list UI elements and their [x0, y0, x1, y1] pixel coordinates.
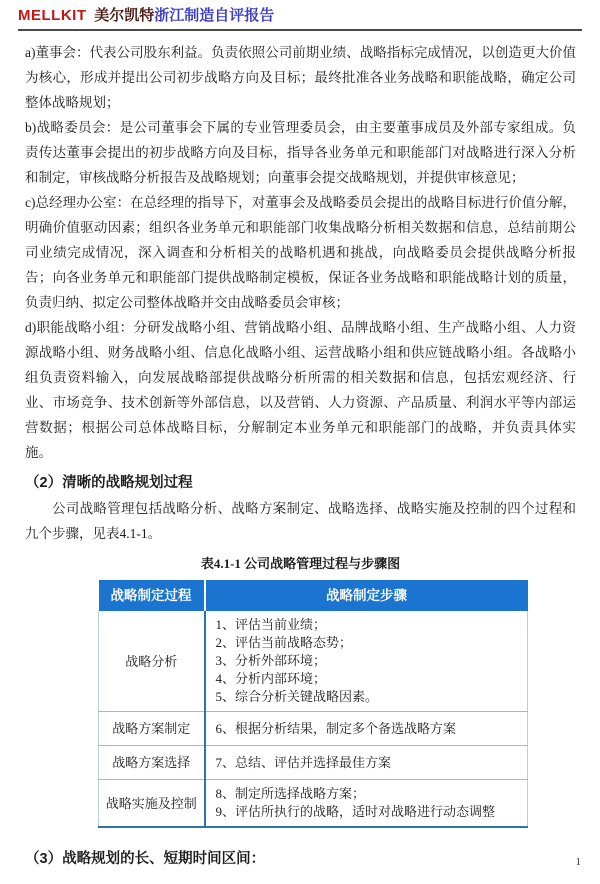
header-title-line — [18, 7, 582, 25]
page-header — [0, 0, 600, 31]
column-header-steps: 战略制定步骤 — [205, 580, 528, 611]
table-row — [99, 780, 528, 828]
brand-logo-text: MELLKIT — [18, 7, 87, 24]
paragraph-gm-office: c)总经理办公室：在总经理的指导下，对董事会及战略委员会提出的战略目标进行价值分解，明确价值驱动因素；组织各业务单元和职能部门收集战略分析相关数据和信息，总结前期公司业绩完成情况，深入调查和分析相关的战略机遇和挑战，向战略委员会提供战略分析报告；向各业务单元和职能部门提供战略制定模板，保证各业务战略和职能战略计划的质量，负责归纳、拟定公司整体战略并交由战略委员会审核； — [25, 195, 576, 310]
step-item: 9、评估所执行的战略，适时对战略进行动态调整 — [215, 804, 496, 819]
section-2-intro: 公司战略管理包括战略分析、战略方案制定、战略选择、战略实施及控制的四个过程和九个步骤，见表4.1-1。 — [25, 501, 576, 541]
step-item: 5、综合分析关键战略因素。 — [215, 689, 379, 704]
step-item: 7、总结、评估并选择最佳方案 — [215, 754, 392, 770]
table-caption: 表4.1-1 公司战略管理过程与步骤图 — [200, 556, 401, 571]
step-item: 2、评估当前战略态势； — [215, 635, 353, 650]
steps-cell — [205, 712, 528, 746]
table-row — [99, 712, 528, 746]
steps-cell — [205, 746, 528, 780]
process-cell: 战略分析 — [99, 611, 205, 712]
report-title: 浙江制造自评报告 — [154, 8, 275, 24]
step-item: 1、评估当前业绩； — [215, 617, 327, 632]
column-header-process: 战略制定过程 — [99, 580, 205, 611]
table-header — [99, 580, 528, 611]
table-row — [99, 611, 528, 712]
process-cell: 战略实施及控制 — [99, 780, 205, 828]
steps-cell — [205, 611, 528, 712]
page-number: 1 — [575, 856, 581, 868]
paragraph-strategy-committee: b)战略委员会：是公司董事会下属的专业管理委员会，由主要董事成员及外部专家组成。负责传达董事会提出的初步战略方向及目标，指导各业务单元和职能部门对战略进行深入分析和制定，审核战略分析报告及战略规划；向董事会提交战略规划，并提供审核意见； — [25, 120, 576, 185]
step-item: 4、分析内部环境； — [215, 671, 327, 686]
table-row — [99, 746, 528, 780]
document-body — [0, 31, 600, 872]
step-item: 6、根据分析结果，制定多个备选战略方案 — [215, 720, 457, 736]
section-heading-3: （3）战略规划的长、短期时间区间： — [25, 851, 266, 867]
process-cell: 战略方案选择 — [99, 746, 205, 780]
process-cell: 战略方案制定 — [99, 712, 205, 746]
paragraph-function-groups: d)职能战略小组：分研发战略小组、营销战略小组、品牌战略小组、生产战略小组、人力资源战略小组、财务战略小组、信息化战略小组、运营战略小组和供应链战略小组。各战略小组负责资料输入，向发展战略部提供战略分析所需的相关数据和信息，包括宏观经济、行业、市场竞争、技术创新等外部信息，以及营销、人力资源、产品质量、利润水平等内部运营数据；根据公司总体战略目标，分解制定本业务单元和职能部门的战略，并负责具体实施。 — [25, 320, 576, 460]
section-heading-2: （2）清晰的战略规划过程 — [25, 475, 193, 491]
step-item: 3、分析外部环境； — [215, 653, 327, 668]
strategy-process-table — [98, 580, 528, 828]
paragraph-board: a)董事会：代表公司股东利益。负责依照公司前期业绩、战略指标完成情况，以创造更大价值为核心，形成并提出公司初步战略方向及目标；最终批准各业务战略和职能战略，确定公司整体战略规划； — [25, 45, 576, 110]
brand-name-cn: 美尔凯特 — [94, 8, 155, 24]
step-item: 8、制定所选择战略方案； — [215, 786, 366, 801]
steps-cell — [205, 780, 528, 828]
table-header-row — [99, 580, 528, 611]
